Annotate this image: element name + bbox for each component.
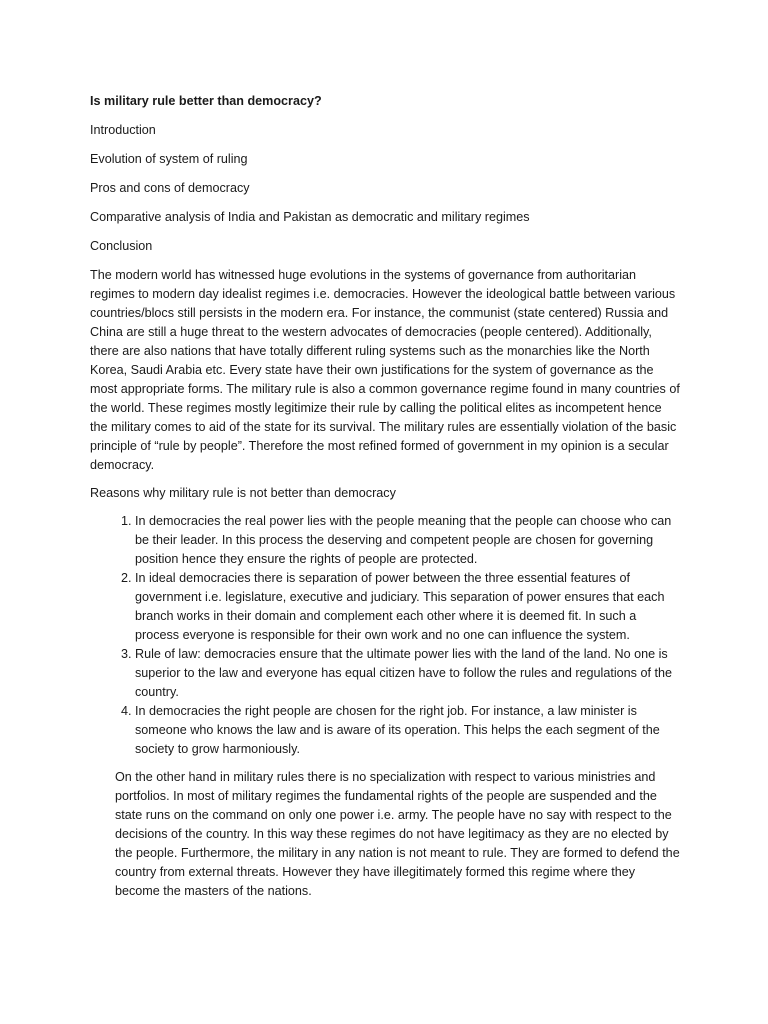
intro-paragraph: The modern world has witnessed huge evolutions in the systems of governance from authoritarian regimes to modern day idealist regimes i.e. democracies. However the ideological battle between various countries/blocs still persists in the modern era. For instance, the communist (state centered) Russia and China are still a huge threat to the western advocates of democracies (people centered). Additionally, there are also nations that have totally different ruling systems such as the monarchies like the North Korea, Saudi Arabia etc. Every state have their own justifications for the system of governance as the most appropriate forms. The military rule is also a common governance regime found in many countries of the world. These regimes mostly legitimize their rule by calling the political elites as incompetent hence the military comes to aid of the state for its survival. The military rules are essentially violation of the basic principle of “rule by people”. Therefore the most refined formed of government in my opinion is a secular democracy.: [90, 268, 680, 472]
list-item: 3. Rule of law: democracies ensure that the ultimate power lies with the land of the land. No one is superior to the law and everyone has equal citizen have to follow the rules and regulations of the country.: [135, 645, 680, 702]
reasons-list: [90, 512, 680, 759]
list-item: 2. In ideal democracies there is separation of power between the three essential features of government i.e. legislature, executive and judiciary. This separation of power ensures that each branch works in their domain and complement each other where it is deemed fit. In such a process everyone is responsible for their own work and no one can influence the system.: [135, 569, 680, 645]
outline-item-pros-cons: Pros and cons of democracy: [90, 181, 250, 195]
outline-item-comparative-analysis: Comparative analysis of India and Pakistan as democratic and military regimes: [90, 210, 530, 224]
outline-item-evolution: Evolution of system of ruling: [90, 152, 248, 166]
outline-item-introduction: Introduction: [90, 123, 156, 137]
list-item: 1. In democracies the real power lies with the people meaning that the people can choose who can be their leader. In this process the deserving and competent people are chosen for governing position hence they ensure the rights of people are protected.: [135, 512, 680, 569]
list-item: 4. In democracies the right people are chosen for the right job. For instance, a law minister is someone who knows the law and is aware of its operation. This helps the each segment of the society to grow harmoniously.: [135, 702, 680, 759]
reasons-heading: Reasons why military rule is not better than democracy: [90, 486, 396, 500]
document-title: Is military rule better than democracy?: [90, 94, 322, 108]
closing-paragraph: On the other hand in military rules there is no specialization with respect to various ministries and portfolios. In most of military regimes the fundamental rights of the people are suspended and the state runs on the command on only one power i.e. army. The people have no say with respect to the decisions of the country. In this way these regimes do not have legitimacy as they are no elected by the people. Furthermore, the military in any nation is not meant to rule. They are formed to defend the country from external threats. However they have illegitimately formed this regime where they become the masters of the nations.: [115, 770, 680, 898]
document-body: [90, 92, 680, 901]
outline-item-conclusion: Conclusion: [90, 239, 153, 253]
